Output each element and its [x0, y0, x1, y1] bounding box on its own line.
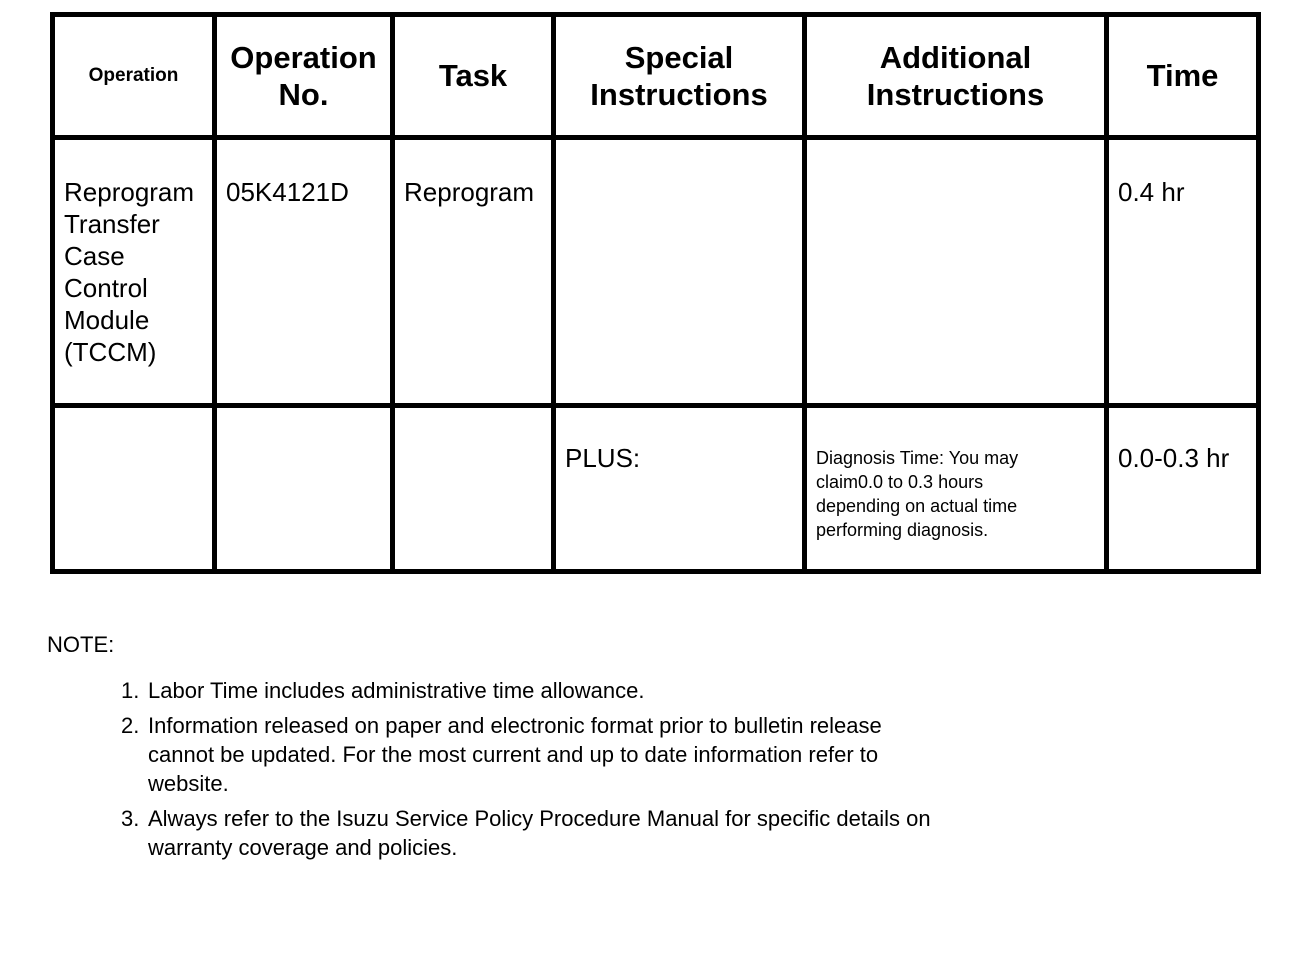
operation-line: (TCCM) — [64, 336, 157, 367]
header-special-line2: Instructions — [590, 76, 768, 112]
operation-line: Module — [64, 304, 150, 335]
labor-time-table — [50, 12, 1261, 574]
note-text: Information released on paper and electronic format prior to bulletin release cannot be updated. For the most current and up to date information refer to website. — [148, 713, 882, 796]
cell-operation — [53, 137, 215, 405]
diagnosis-line: claim0.0 to 0.3 hours — [816, 471, 984, 492]
cell-task — [393, 405, 554, 571]
note-number: 3. — [121, 806, 140, 831]
header-task-label: Task — [438, 58, 508, 94]
header-operation-no-line1: Operation — [230, 39, 377, 75]
table-header-row — [53, 15, 1259, 138]
cell-task: Reprogram — [393, 137, 554, 405]
notes-section — [47, 630, 1047, 868]
note-item — [121, 711, 1047, 798]
operation-line: Control — [64, 272, 148, 303]
header-special-instructions — [554, 15, 805, 138]
note-text: Labor Time includes administrative time allowance. — [148, 678, 645, 703]
note-text: Always refer to the Isuzu Service Policy Procedure Manual for specific details on warranty coverage and policies. — [148, 806, 931, 860]
cell-additional-instructions — [805, 405, 1107, 571]
header-operation-label: Operation — [88, 64, 179, 86]
cell-special-instructions: PLUS: — [554, 405, 805, 571]
operation-line: Transfer — [64, 208, 160, 239]
diagnosis-line: Diagnosis Time: You may — [816, 447, 1019, 468]
table-row — [53, 405, 1259, 571]
table-row — [53, 137, 1259, 405]
header-operation-no-line2: No. — [278, 76, 329, 112]
header-time — [1107, 15, 1259, 138]
note-item — [121, 676, 1047, 705]
diagnosis-line: performing diagnosis. — [816, 519, 989, 540]
cell-operation-no: 05K4121D — [215, 137, 393, 405]
cell-time: 0.0-0.3 hr — [1107, 405, 1259, 571]
cell-additional-instructions — [805, 137, 1107, 405]
header-operation-no — [215, 15, 393, 138]
header-additional-line2: Instructions — [866, 76, 1045, 112]
cell-special-instructions — [554, 137, 805, 405]
note-number: 2. — [121, 713, 140, 738]
header-additional-instructions — [805, 15, 1107, 138]
diagnosis-line: depending on actual time — [816, 495, 1018, 516]
header-time-label: Time — [1146, 58, 1219, 94]
operation-line: Reprogram — [64, 176, 195, 207]
cell-time: 0.4 hr — [1107, 137, 1259, 405]
operation-line: Case — [64, 240, 125, 271]
header-operation — [53, 15, 215, 138]
cell-operation — [53, 405, 215, 571]
header-special-line1: Special — [624, 39, 734, 75]
cell-operation-no — [215, 405, 393, 571]
header-additional-line1: Additional — [879, 39, 1032, 75]
notes-heading: NOTE: — [47, 632, 115, 657]
header-task — [393, 15, 554, 138]
note-item — [121, 804, 1047, 862]
note-number: 1. — [121, 678, 140, 703]
